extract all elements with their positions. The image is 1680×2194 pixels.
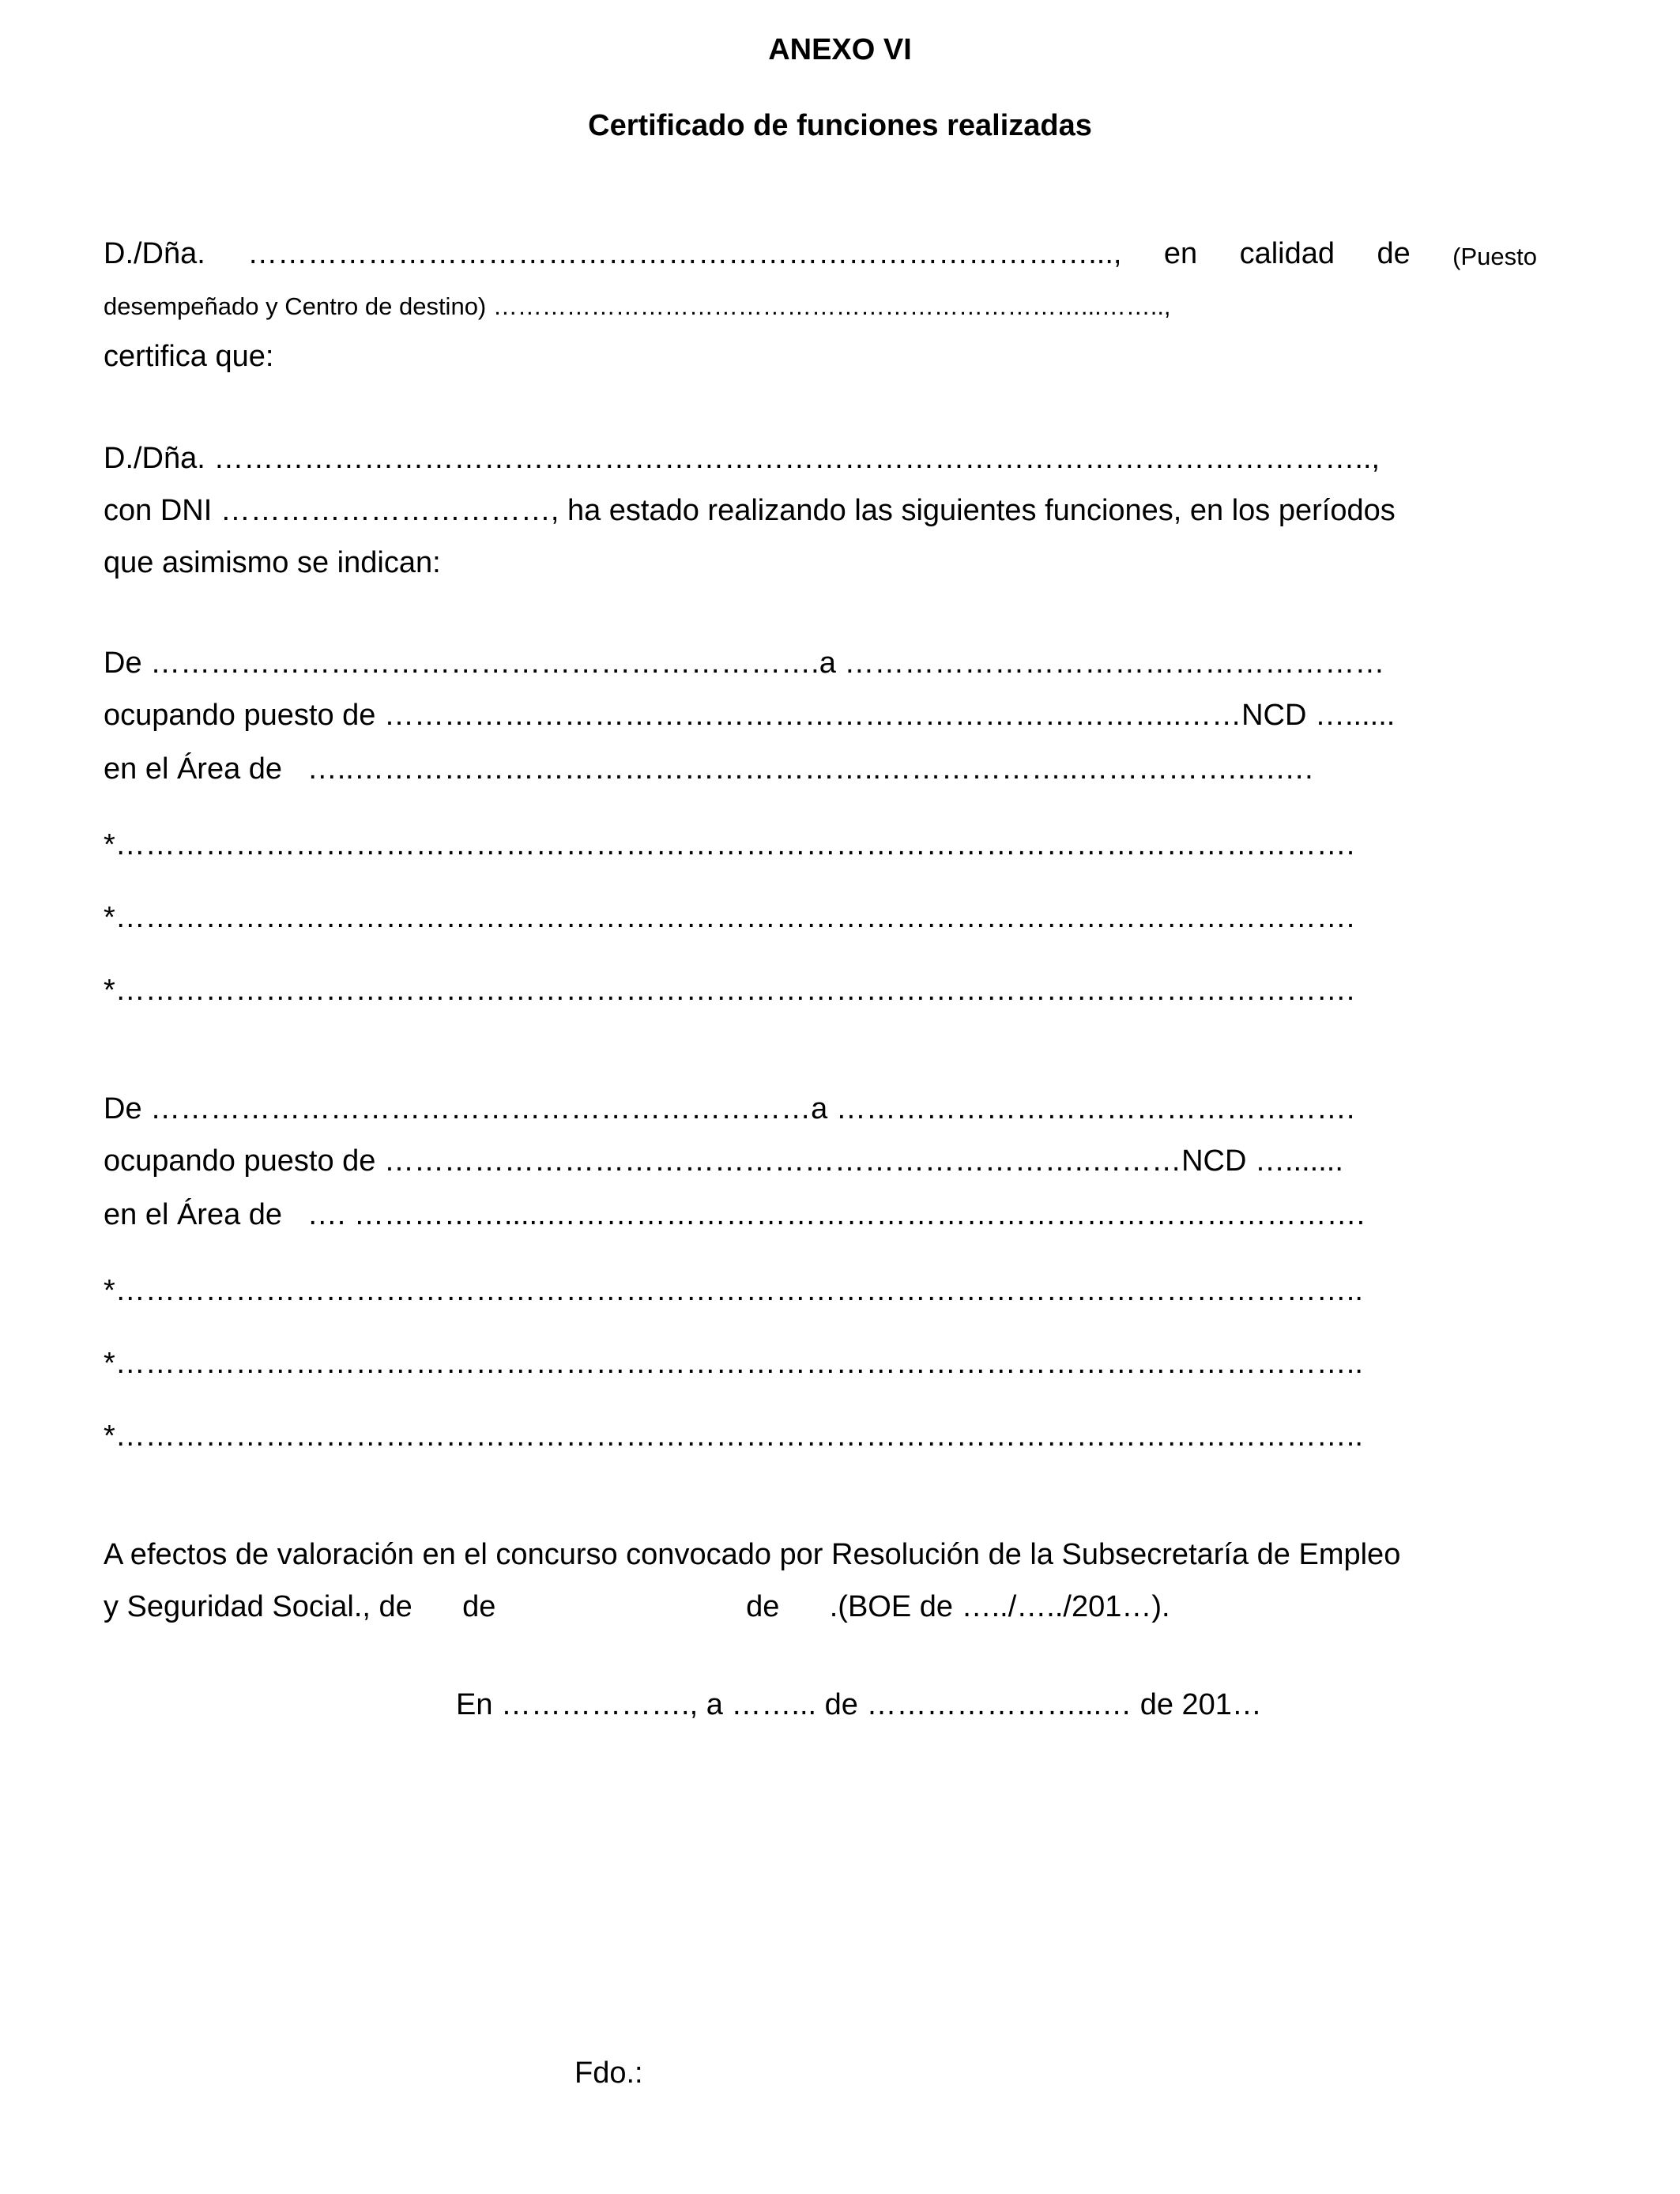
signature-label: Fdo.: xyxy=(574,2056,643,2090)
employee-line-2: con DNI ……………………………, ha estado realizando las siguientes funciones, en los períodos xyxy=(104,494,1396,527)
closing-line-1: A efectos de valoración en el concurso convocado por Resolución de la Subsecretaría de Empleo xyxy=(104,1538,1401,1571)
period-1-function-3: *……………………………………………………………………………………………………………. xyxy=(104,974,1355,1007)
certifier-line-1 xyxy=(104,239,1537,269)
period-2-function-1: *…………………………………………………………………………………………………………….. xyxy=(104,1274,1363,1307)
period-1-post-line: ocupando puesto de ……………………………………………………………………..……NCD …...... xyxy=(104,699,1396,732)
document-title: Certificado de funciones realizadas xyxy=(588,109,1092,142)
employee-line-3: que asimismo se indican: xyxy=(104,546,441,579)
period-2-area-line: en el Área de …. …………….....………………………………………………………………………. xyxy=(104,1198,1365,1231)
certifier-word: (Puesto xyxy=(1452,243,1537,270)
period-1-area-line: en el Área de …..……………………………………………..………………..…………….….…. xyxy=(104,752,1313,786)
certifier-word: en xyxy=(1163,237,1198,270)
certifier-word: D./Dña. xyxy=(104,237,205,270)
period-2-post-line: ocupando puesto de ……………………………………………………………..………NCD …....... xyxy=(104,1144,1343,1178)
period-2-function-3: *…………………………………………………………………………………………………………….. xyxy=(104,1419,1363,1453)
certifier-line-2: desempeñado y Centro de destino) ………………………………………………………………...…….., xyxy=(104,292,1171,320)
certifier-word: calidad xyxy=(1239,237,1335,270)
annex-title: ANEXO VI xyxy=(768,33,912,66)
period-2-function-2: *…………………………………………………………………………………………………………….. xyxy=(104,1347,1363,1380)
certifier-line-3: certifica que: xyxy=(104,340,274,373)
period-1-from-line: De ………………………………………………………….a ……………………………………………… xyxy=(104,647,1385,680)
period-2-from-line: De …………………………………………………………a ……………………………………………. xyxy=(104,1092,1355,1125)
closing-line-2: y Seguridad Social., de de de .(BOE de …../…../201…). xyxy=(104,1590,1170,1623)
certifier-word: de xyxy=(1377,237,1411,270)
certifier-name-blank: …………………………………………………………………………..., xyxy=(247,237,1122,270)
place-date-line: En ………………., a ……... de …………………...… de 201… xyxy=(456,1688,1262,1721)
period-1-function-2: *……………………………………………………………………………………………………………. xyxy=(104,901,1355,934)
period-1-function-1: *……………………………………………………………………………………………………………. xyxy=(104,828,1355,861)
employee-line-1: D./Dña. …………………………………………………………………………………………………….., xyxy=(104,442,1381,475)
